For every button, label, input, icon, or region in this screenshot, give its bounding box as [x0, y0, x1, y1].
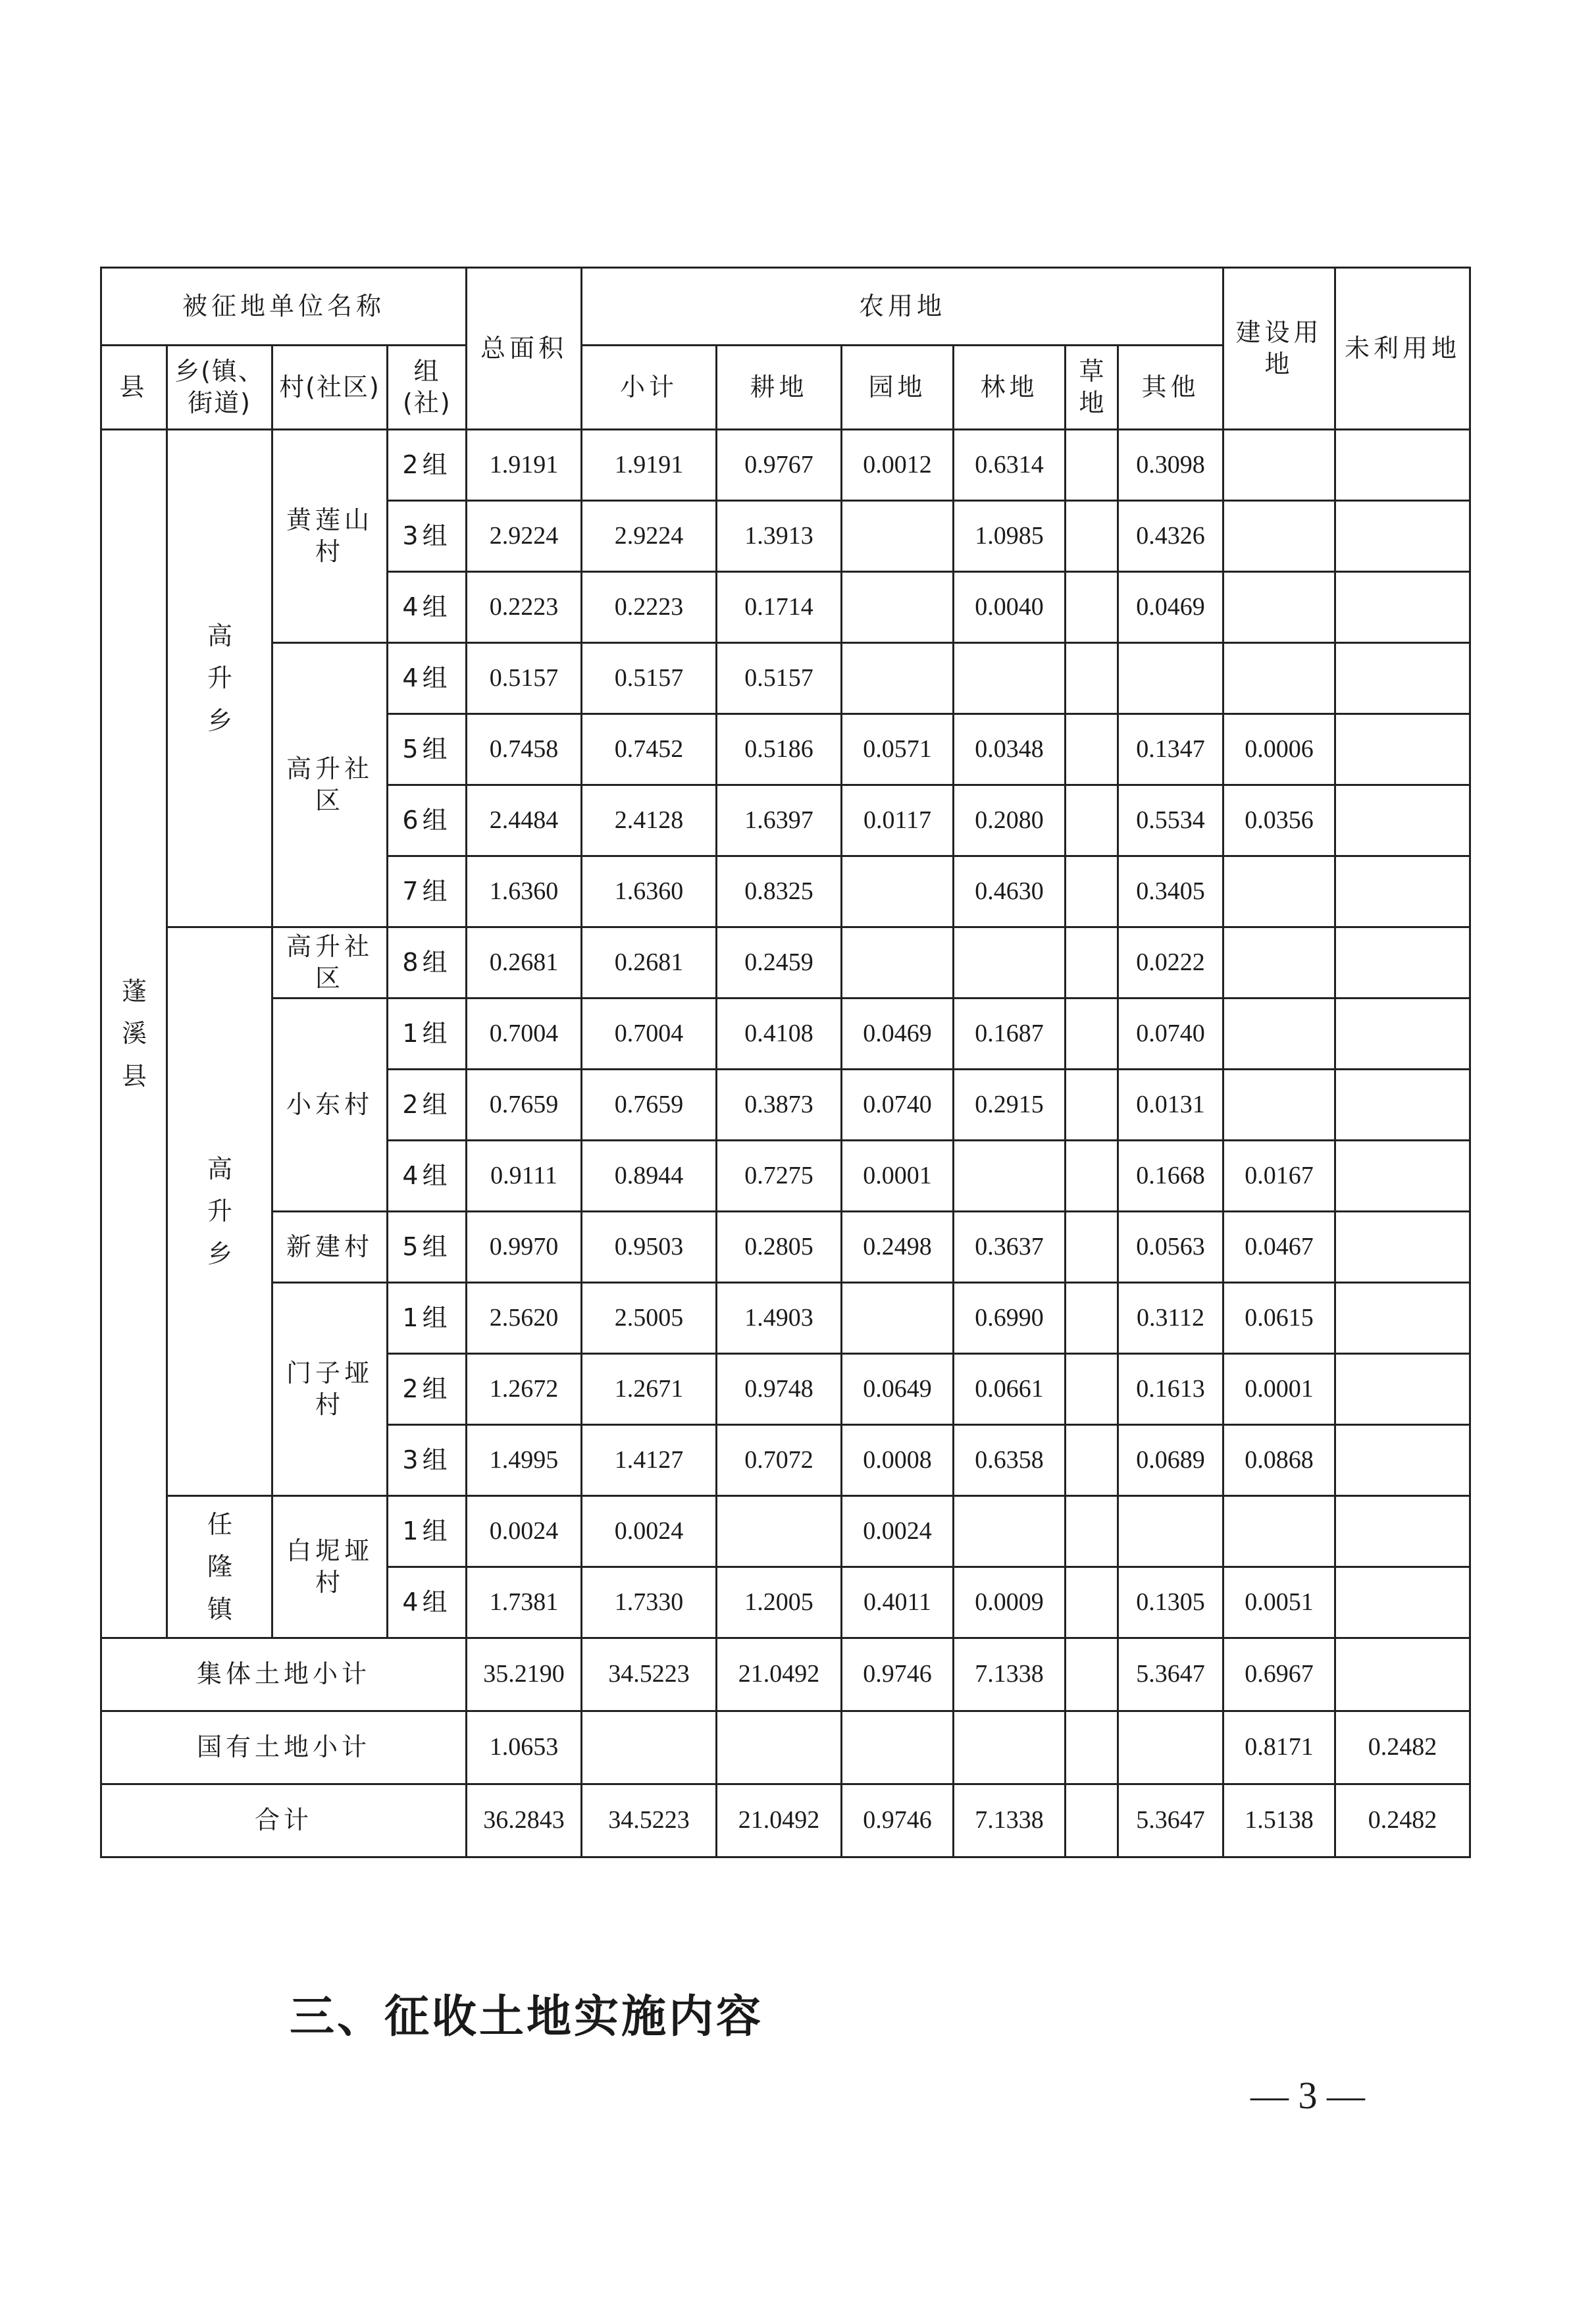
garden-cell: 0.0740 — [842, 1070, 954, 1141]
garden-cell — [842, 572, 954, 643]
garden-cell: 0.0469 — [842, 999, 954, 1070]
forest-cell — [954, 643, 1066, 714]
subtotal-cell: 34.5223 — [582, 1638, 717, 1711]
grass-cell — [1066, 927, 1118, 999]
subtotal-cell: 0.2223 — [582, 572, 717, 643]
total-cell: 36.2843 — [467, 1784, 582, 1857]
total-cell: 0.2223 — [467, 572, 582, 643]
forest-cell: 0.3637 — [954, 1212, 1066, 1283]
total-cell: 1.7381 — [467, 1567, 582, 1638]
grass-cell — [1066, 572, 1118, 643]
other-cell: 0.1305 — [1118, 1567, 1223, 1638]
arable-cell: 0.3873 — [717, 1070, 842, 1141]
subtotal-cell: 0.9503 — [582, 1212, 717, 1283]
group-cell: 1组 — [388, 1283, 467, 1354]
header-village: 村(社区) — [272, 346, 388, 430]
forest-cell — [954, 1141, 1066, 1212]
section-heading: 三、征收土地实施内容 — [290, 1991, 764, 2043]
subtotal-cell: 1.2671 — [582, 1354, 717, 1425]
total-cell: 1.4995 — [467, 1425, 582, 1496]
other-cell: 0.5534 — [1118, 785, 1223, 856]
header-unused-land: 未利用地 — [1335, 268, 1470, 430]
garden-cell — [842, 856, 954, 927]
garden-cell: 0.9746 — [842, 1638, 954, 1711]
construction-cell: 0.0167 — [1223, 1141, 1335, 1212]
forest-cell: 0.6314 — [954, 430, 1066, 501]
other-cell — [1118, 1711, 1223, 1784]
header-other: 其他 — [1118, 346, 1223, 430]
subtotal-cell: 0.5157 — [582, 643, 717, 714]
construction-cell — [1223, 856, 1335, 927]
forest-cell: 0.6358 — [954, 1425, 1066, 1496]
township-cell: 高升乡 — [167, 430, 272, 927]
group-cell: 5组 — [388, 1212, 467, 1283]
arable-cell: 21.0492 — [717, 1784, 842, 1857]
garden-cell: 0.0001 — [842, 1141, 954, 1212]
other-cell: 0.0222 — [1118, 927, 1223, 999]
header-forest: 林地 — [954, 346, 1066, 430]
total-cell: 35.2190 — [467, 1638, 582, 1711]
total-cell: 0.7659 — [467, 1070, 582, 1141]
subtotal-cell — [582, 1711, 717, 1784]
subtotal-cell: 0.7452 — [582, 714, 717, 785]
other-cell: 0.0563 — [1118, 1212, 1223, 1283]
grass-cell — [1066, 1711, 1118, 1784]
arable-cell: 0.9767 — [717, 430, 842, 501]
group-cell: 7组 — [388, 856, 467, 927]
group-cell: 4组 — [388, 643, 467, 714]
forest-cell: 1.0985 — [954, 501, 1066, 572]
construction-cell: 1.5138 — [1223, 1784, 1335, 1857]
construction-cell: 0.0868 — [1223, 1425, 1335, 1496]
construction-cell: 0.6967 — [1223, 1638, 1335, 1711]
other-cell — [1118, 643, 1223, 714]
unused-cell — [1335, 1141, 1470, 1212]
garden-cell: 0.9746 — [842, 1784, 954, 1857]
total-cell: 0.2681 — [467, 927, 582, 999]
other-cell: 0.0740 — [1118, 999, 1223, 1070]
grass-cell — [1066, 1141, 1118, 1212]
total-cell: 1.2672 — [467, 1354, 582, 1425]
grass-cell — [1066, 714, 1118, 785]
arable-cell: 1.3913 — [717, 501, 842, 572]
forest-cell: 0.0348 — [954, 714, 1066, 785]
total-cell: 2.5620 — [467, 1283, 582, 1354]
other-cell: 5.3647 — [1118, 1784, 1223, 1857]
village-cell: 高升社区 — [272, 643, 388, 927]
unused-cell — [1335, 714, 1470, 785]
unused-cell — [1335, 430, 1470, 501]
construction-cell — [1223, 999, 1335, 1070]
construction-cell — [1223, 927, 1335, 999]
total-cell: 0.0024 — [467, 1496, 582, 1567]
construction-cell — [1223, 1496, 1335, 1567]
forest-cell — [954, 1496, 1066, 1567]
total-cell: 2.4484 — [467, 785, 582, 856]
other-cell: 0.0469 — [1118, 572, 1223, 643]
grass-cell — [1066, 1070, 1118, 1141]
arable-cell: 0.7275 — [717, 1141, 842, 1212]
land-acquisition-table — [100, 267, 1471, 1858]
forest-cell — [954, 927, 1066, 999]
garden-cell: 0.0008 — [842, 1425, 954, 1496]
other-cell: 0.1613 — [1118, 1354, 1223, 1425]
group-cell: 4组 — [388, 1567, 467, 1638]
unused-cell — [1335, 785, 1470, 856]
forest-cell: 0.6990 — [954, 1283, 1066, 1354]
unused-cell: 0.2482 — [1335, 1784, 1470, 1857]
other-cell: 0.0689 — [1118, 1425, 1223, 1496]
grass-cell — [1066, 1425, 1118, 1496]
subtotal-cell: 1.4127 — [582, 1425, 717, 1496]
total-cell: 0.7004 — [467, 999, 582, 1070]
other-cell: 0.1668 — [1118, 1141, 1223, 1212]
forest-cell: 0.0040 — [954, 572, 1066, 643]
group-cell: 3组 — [388, 1425, 467, 1496]
arable-cell: 0.4108 — [717, 999, 842, 1070]
garden-cell — [842, 501, 954, 572]
construction-cell — [1223, 501, 1335, 572]
forest-cell: 7.1338 — [954, 1638, 1066, 1711]
forest-cell: 0.2080 — [954, 785, 1066, 856]
group-cell: 2组 — [388, 1070, 467, 1141]
arable-cell: 0.8325 — [717, 856, 842, 927]
unused-cell — [1335, 1638, 1470, 1711]
group-cell: 6组 — [388, 785, 467, 856]
subtotal-cell: 2.5005 — [582, 1283, 717, 1354]
group-cell: 1组 — [388, 1496, 467, 1567]
grass-cell — [1066, 430, 1118, 501]
unused-cell — [1335, 1496, 1470, 1567]
unused-cell — [1335, 1212, 1470, 1283]
group-cell: 2组 — [388, 430, 467, 501]
grass-cell — [1066, 501, 1118, 572]
grass-cell — [1066, 856, 1118, 927]
total-cell: 1.0653 — [467, 1711, 582, 1784]
county-cell: 蓬溪县 — [101, 430, 167, 1638]
construction-cell: 0.8171 — [1223, 1711, 1335, 1784]
unused-cell — [1335, 1354, 1470, 1425]
other-cell: 5.3647 — [1118, 1638, 1223, 1711]
total-cell: 0.5157 — [467, 643, 582, 714]
garden-cell: 0.0571 — [842, 714, 954, 785]
header-total-area: 总面积 — [467, 268, 582, 430]
arable-cell: 1.6397 — [717, 785, 842, 856]
other-cell: 0.0131 — [1118, 1070, 1223, 1141]
construction-cell — [1223, 1070, 1335, 1141]
garden-cell — [842, 643, 954, 714]
header-agri-land: 农用地 — [582, 268, 1223, 346]
page-number: — 3 — — [1250, 2074, 1365, 2117]
arable-cell: 0.2805 — [717, 1212, 842, 1283]
grass-cell — [1066, 785, 1118, 856]
group-cell: 1组 — [388, 999, 467, 1070]
subtotal-cell: 2.4128 — [582, 785, 717, 856]
grass-cell — [1066, 1567, 1118, 1638]
unused-cell — [1335, 501, 1470, 572]
header-garden: 园地 — [842, 346, 954, 430]
arable-cell: 1.2005 — [717, 1567, 842, 1638]
village-cell: 白坭垭村 — [272, 1496, 388, 1638]
construction-cell: 0.0051 — [1223, 1567, 1335, 1638]
group-cell: 5组 — [388, 714, 467, 785]
village-cell: 新建村 — [272, 1212, 388, 1283]
garden-cell — [842, 927, 954, 999]
group-cell: 4组 — [388, 1141, 467, 1212]
other-cell: 0.4326 — [1118, 501, 1223, 572]
construction-cell — [1223, 430, 1335, 501]
arable-cell — [717, 1496, 842, 1567]
garden-cell: 0.0024 — [842, 1496, 954, 1567]
other-cell — [1118, 1496, 1223, 1567]
construction-cell — [1223, 643, 1335, 714]
grass-cell — [1066, 1354, 1118, 1425]
construction-cell: 0.0467 — [1223, 1212, 1335, 1283]
grass-cell — [1066, 1283, 1118, 1354]
unused-cell — [1335, 1070, 1470, 1141]
unused-cell — [1335, 927, 1470, 999]
arable-cell: 0.5157 — [717, 643, 842, 714]
arable-cell: 0.9748 — [717, 1354, 842, 1425]
construction-cell — [1223, 572, 1335, 643]
forest-cell: 0.4630 — [954, 856, 1066, 927]
group-cell: 3组 — [388, 501, 467, 572]
unused-cell: 0.2482 — [1335, 1711, 1470, 1784]
unused-cell — [1335, 1567, 1470, 1638]
grass-cell — [1066, 643, 1118, 714]
grass-cell — [1066, 1212, 1118, 1283]
total-cell: 0.7458 — [467, 714, 582, 785]
village-cell: 高升社区 — [272, 927, 388, 999]
village-cell: 黄莲山村 — [272, 430, 388, 643]
unused-cell — [1335, 1425, 1470, 1496]
arable-cell: 1.4903 — [717, 1283, 842, 1354]
other-cell: 0.3405 — [1118, 856, 1223, 927]
header-township: 乡(镇、街道) — [167, 346, 272, 430]
header-group: 组(社) — [388, 346, 467, 430]
garden-cell: 0.0012 — [842, 430, 954, 501]
village-cell: 门子垭村 — [272, 1283, 388, 1496]
unused-cell — [1335, 1283, 1470, 1354]
other-cell: 0.3098 — [1118, 430, 1223, 501]
arable-cell: 0.7072 — [717, 1425, 842, 1496]
group-cell: 2组 — [388, 1354, 467, 1425]
subtotal-cell: 34.5223 — [582, 1784, 717, 1857]
other-cell: 0.1347 — [1118, 714, 1223, 785]
header-subtotal: 小计 — [582, 346, 717, 430]
garden-cell: 0.4011 — [842, 1567, 954, 1638]
grass-cell — [1066, 1638, 1118, 1711]
village-cell: 小东村 — [272, 999, 388, 1212]
grass-cell — [1066, 1784, 1118, 1857]
construction-cell: 0.0356 — [1223, 785, 1335, 856]
construction-cell: 0.0615 — [1223, 1283, 1335, 1354]
forest-cell: 0.0009 — [954, 1567, 1066, 1638]
header-grass: 草地 — [1066, 346, 1118, 430]
total-cell: 1.6360 — [467, 856, 582, 927]
garden-cell: 0.2498 — [842, 1212, 954, 1283]
garden-cell — [842, 1283, 954, 1354]
subtotal-cell: 0.2681 — [582, 927, 717, 999]
garden-cell — [842, 1711, 954, 1784]
forest-cell: 0.1687 — [954, 999, 1066, 1070]
header-construction-land: 建设用地 — [1223, 268, 1335, 430]
summary-label: 国有土地小计 — [101, 1711, 467, 1784]
unused-cell — [1335, 572, 1470, 643]
garden-cell: 0.0117 — [842, 785, 954, 856]
township-cell: 任隆镇 — [167, 1496, 272, 1638]
forest-cell: 0.2915 — [954, 1070, 1066, 1141]
total-cell: 2.9224 — [467, 501, 582, 572]
arable-cell: 0.2459 — [717, 927, 842, 999]
subtotal-cell: 0.7004 — [582, 999, 717, 1070]
construction-cell: 0.0001 — [1223, 1354, 1335, 1425]
construction-cell: 0.0006 — [1223, 714, 1335, 785]
grass-cell — [1066, 999, 1118, 1070]
subtotal-cell: 1.6360 — [582, 856, 717, 927]
subtotal-cell: 2.9224 — [582, 501, 717, 572]
grass-cell — [1066, 1496, 1118, 1567]
unused-cell — [1335, 643, 1470, 714]
total-cell: 0.9970 — [467, 1212, 582, 1283]
forest-cell: 0.0661 — [954, 1354, 1066, 1425]
header-arable: 耕地 — [717, 346, 842, 430]
total-cell: 1.9191 — [467, 430, 582, 501]
other-cell: 0.3112 — [1118, 1283, 1223, 1354]
arable-cell: 0.1714 — [717, 572, 842, 643]
group-cell: 4组 — [388, 572, 467, 643]
unused-cell — [1335, 999, 1470, 1070]
header-unit-name: 被征地单位名称 — [101, 268, 467, 346]
group-cell: 8组 — [388, 927, 467, 999]
forest-cell: 7.1338 — [954, 1784, 1066, 1857]
garden-cell: 0.0649 — [842, 1354, 954, 1425]
forest-cell — [954, 1711, 1066, 1784]
subtotal-cell: 0.8944 — [582, 1141, 717, 1212]
unused-cell — [1335, 856, 1470, 927]
arable-cell: 0.5186 — [717, 714, 842, 785]
arable-cell — [717, 1711, 842, 1784]
summary-label: 合计 — [101, 1784, 467, 1857]
header-county: 县 — [101, 346, 167, 430]
subtotal-cell: 1.7330 — [582, 1567, 717, 1638]
subtotal-cell: 0.7659 — [582, 1070, 717, 1141]
arable-cell: 21.0492 — [717, 1638, 842, 1711]
subtotal-cell: 0.0024 — [582, 1496, 717, 1567]
township-cell: 高升乡 — [167, 927, 272, 1496]
summary-label: 集体土地小计 — [101, 1638, 467, 1711]
subtotal-cell: 1.9191 — [582, 430, 717, 501]
total-cell: 0.9111 — [467, 1141, 582, 1212]
